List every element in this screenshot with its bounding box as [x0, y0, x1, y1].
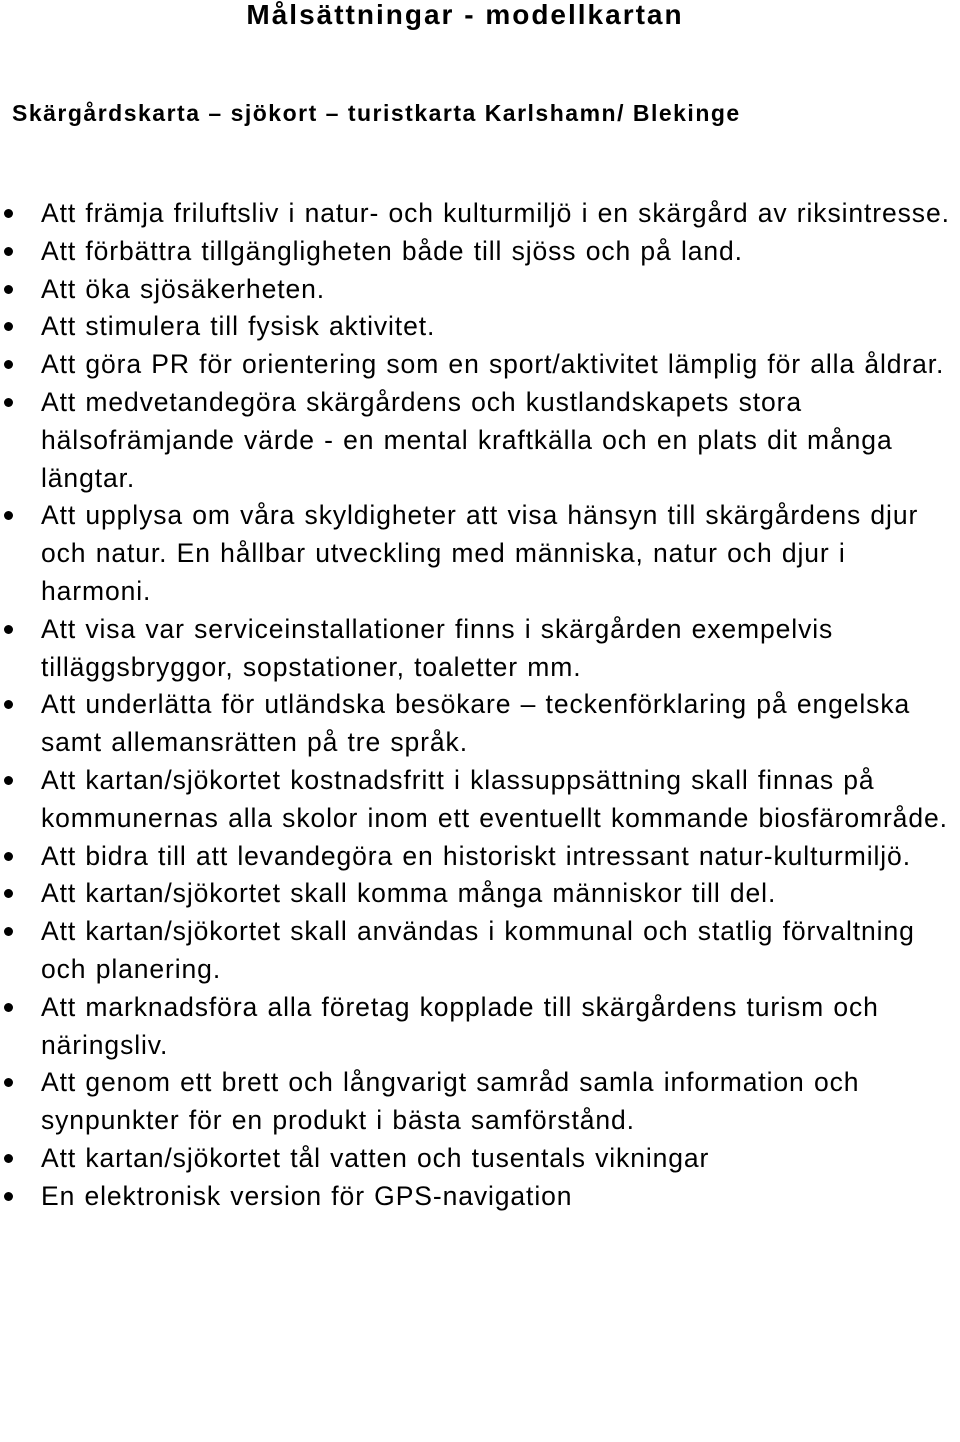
bullet-icon — [4, 1192, 13, 1201]
bullet-icon — [4, 209, 13, 218]
document-title: Målsättningar - modellkartan — [246, 0, 684, 30]
bullet-icon — [4, 285, 13, 294]
goal-text: En elektronisk version för GPS-navigation — [41, 1180, 573, 1211]
goal-text: Att förbättra tillgängligheten både till sjöss och på land. — [41, 235, 743, 266]
goal-text: Att öka sjösäkerheten. — [41, 273, 326, 304]
bullet-icon — [4, 1003, 13, 1012]
goal-text: Att främja friluftsliv i natur- och kulturmiljö i en skärgård av riksintresse. — [41, 198, 950, 228]
list-item — [0, 838, 960, 876]
list-item — [0, 195, 960, 233]
list-item — [0, 875, 960, 913]
bullet-icon — [4, 1154, 13, 1163]
goal-text: Att kartan/sjökortet tål vatten och tusentals vikningar — [41, 1142, 710, 1173]
goal-text: Att bidra till att levandegöra en historiskt intressant natur-kulturmiljö. — [41, 840, 911, 871]
list-item — [0, 308, 960, 346]
list-item — [0, 611, 960, 687]
bullet-icon — [4, 889, 13, 898]
goal-text: Att stimulera till fysisk aktivitet. — [41, 311, 436, 342]
list-item — [0, 1140, 960, 1178]
bullet-icon — [4, 247, 13, 256]
bullet-icon — [4, 625, 13, 634]
bullet-icon — [4, 511, 13, 520]
goal-text: Att medvetandegöra skärgårdens och kustlandskapets stora hälsofrämjande värde - en mental kraftkälla och en plats dit många längtar. — [41, 386, 893, 493]
goal-text: Att upplysa om våra skyldigheter att visa hänsyn till skärgårdens djur och natur. En hållbar utveckling med människa, natur och djur i harmoni. — [41, 500, 919, 606]
list-item — [0, 384, 960, 497]
goal-text: Att kartan/sjökortet skall komma många människor till del. — [41, 878, 777, 909]
list-item — [0, 762, 960, 838]
bullet-icon — [4, 398, 13, 407]
bullet-icon — [4, 927, 13, 936]
list-item — [0, 913, 960, 989]
goal-text: Att marknadsföra alla företag kopplade till skärgårdens turism och näringsliv. — [41, 991, 879, 1060]
list-item — [0, 1064, 960, 1140]
list-item — [0, 233, 960, 271]
bullet-icon — [4, 776, 13, 785]
bullet-icon — [4, 1078, 13, 1087]
list-item — [0, 686, 960, 762]
bullet-icon — [4, 700, 13, 709]
goal-text: Att genom ett brett och långvarigt samråd samla information och synpunkter för en produkt i bästa samförstånd. — [41, 1067, 860, 1136]
goal-text: Att visa var serviceinstallationer finns i skärgården exempelvis tilläggsbryggor, sopstationer, toaletter mm. — [41, 613, 834, 682]
bullet-icon — [4, 360, 13, 369]
goal-text: Att underlätta för utländska besökare – teckenförklaring på engelska samt allemansrätten på tre språk. — [41, 689, 911, 758]
goal-text: Att kartan/sjökortet kostnadsfritt i klassuppsättning skall finnas på kommunernas alla skolor inom ett eventuellt kommande biosfärområde. — [41, 764, 948, 833]
list-item — [0, 989, 960, 1065]
bullet-icon — [4, 852, 13, 861]
list-item — [0, 346, 960, 384]
goal-text: Att göra PR för orientering som en sport/aktivitet lämplig för alla åldrar. — [41, 349, 945, 380]
goals-list — [0, 195, 960, 1216]
list-item — [0, 497, 960, 610]
goal-text: Att kartan/sjökortet skall användas i kommunal och statlig förvaltning och planering. — [41, 916, 915, 984]
bullet-icon — [4, 322, 13, 331]
list-item — [0, 271, 960, 309]
document-subtitle: Skärgårdskarta – sjökort – turistkarta Karlshamn/ Blekinge — [12, 100, 741, 126]
list-item — [0, 1178, 960, 1216]
